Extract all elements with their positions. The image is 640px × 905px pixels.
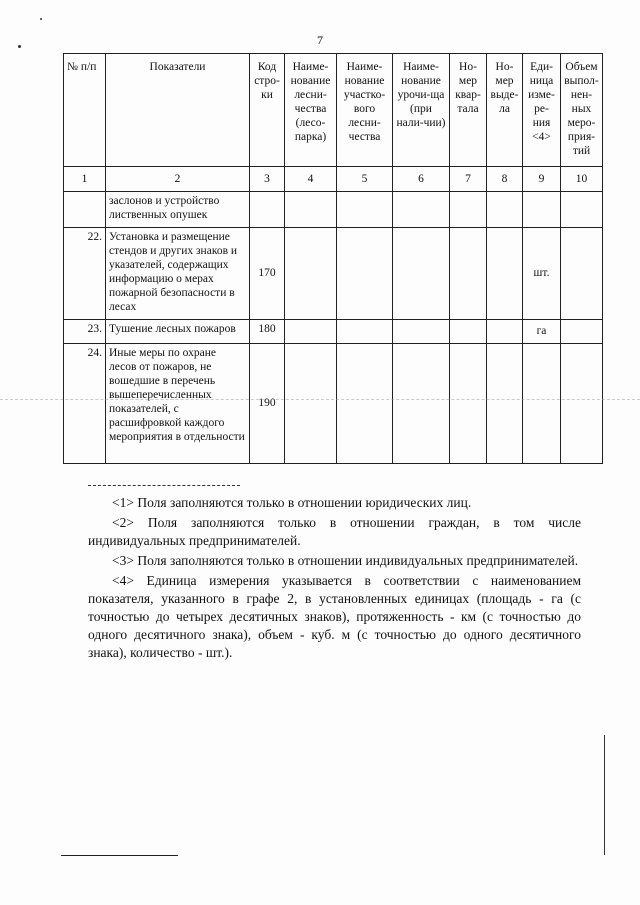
- empty-cell: [450, 320, 487, 344]
- empty-cell: [285, 192, 337, 228]
- row-indicator: Установка и размещение стендов и других знаков и указателей, содержащих информацию о мерах пожарной безопасности в лесах: [106, 228, 250, 320]
- footnote-4: <4> Единица измерения указывается в соответствии с наименованием показателя, указанного в графе 2, в установленных единицах (площадь - га (с точностью до четырех десятичных знаков), протяженность - км (с точностью до одного десятичного знака), объем - куб. м (с точностью до одного десятичного знака), количество - шт.).: [88, 573, 581, 660]
- table-header-row: [64, 54, 603, 167]
- column-number: 5: [337, 167, 393, 192]
- empty-cell: [337, 344, 393, 464]
- empty-cell: [393, 320, 450, 344]
- table-row: [64, 192, 603, 228]
- row-unit: шт.: [523, 228, 561, 320]
- row-code: [250, 192, 285, 228]
- empty-cell: [487, 320, 523, 344]
- table-row: [64, 320, 603, 344]
- empty-cell: [337, 228, 393, 320]
- empty-cell: [450, 192, 487, 228]
- footnotes: [88, 494, 581, 664]
- column-number: 9: [523, 167, 561, 192]
- footnote-1: <1> Поля заполняются только в отношении юридических лиц.: [112, 495, 472, 510]
- empty-cell: [337, 320, 393, 344]
- empty-cell: [285, 344, 337, 464]
- row-indicator: Тушение лесных пожаров: [106, 320, 250, 344]
- header-cell: Код стро-ки: [250, 54, 285, 167]
- scan-speck: [18, 45, 21, 48]
- column-number: 8: [487, 167, 523, 192]
- table-row: [64, 228, 603, 320]
- scan-margin-line: [604, 735, 605, 855]
- empty-cell: [487, 228, 523, 320]
- column-number: 1: [64, 167, 106, 192]
- bottom-rule: [61, 855, 178, 856]
- footnote-3: <3> Поля заполняются только в отношении индивидуальных предпринимателей.: [112, 553, 579, 568]
- header-cell: Еди-ница изме-ре-ния <4>: [523, 54, 561, 167]
- empty-cell: [450, 344, 487, 464]
- row-number: 23.: [64, 320, 106, 344]
- empty-cell: [487, 192, 523, 228]
- empty-cell: [561, 192, 603, 228]
- scan-speck: [40, 18, 42, 20]
- empty-cell: [285, 228, 337, 320]
- column-number: 7: [450, 167, 487, 192]
- column-number: 6: [393, 167, 450, 192]
- empty-cell: [561, 320, 603, 344]
- empty-cell: [393, 344, 450, 464]
- row-unit: [523, 192, 561, 228]
- header-cell: № п/п: [64, 54, 106, 167]
- header-cell: Наиме-нование лесни-чества (лесо-парка): [285, 54, 337, 167]
- header-cell: Объем выпол-нен-ных меро-прия-тий: [561, 54, 603, 167]
- header-cell: Но-мер выде-ла: [487, 54, 523, 167]
- row-number: 24.: [64, 344, 106, 464]
- row-code: 190: [250, 344, 285, 464]
- empty-cell: [393, 228, 450, 320]
- table-row: [64, 344, 603, 464]
- page-number: 7: [317, 33, 323, 47]
- column-number-row: [64, 167, 603, 192]
- header-cell: Наиме-нование участко-вого лесни-чества: [337, 54, 393, 167]
- scan-artifact-line: [0, 399, 640, 400]
- row-unit: [523, 344, 561, 464]
- empty-cell: [561, 344, 603, 464]
- header-cell: Показатели: [106, 54, 250, 167]
- footnote-separator: [88, 485, 240, 486]
- empty-cell: [450, 228, 487, 320]
- column-number: 10: [561, 167, 603, 192]
- row-code: 180: [250, 320, 285, 344]
- row-unit: га: [523, 320, 561, 344]
- row-number: 22.: [64, 228, 106, 320]
- empty-cell: [561, 228, 603, 320]
- empty-cell: [487, 344, 523, 464]
- measures-table: [63, 53, 603, 464]
- column-number: 4: [285, 167, 337, 192]
- footnote-2: <2> Поля заполняются только в отношении граждан, в том числе индивидуальных предпринимателей.: [88, 515, 581, 548]
- row-code: 170: [250, 228, 285, 320]
- column-number: 3: [250, 167, 285, 192]
- empty-cell: [393, 192, 450, 228]
- row-indicator: Иные меры по охране лесов от пожаров, не вошедшие в перечень вышеперечисленных показателей, с расшифровкой каждого мероприятия в отдельности: [106, 344, 250, 464]
- empty-cell: [337, 192, 393, 228]
- row-indicator: заслонов и устройство лиственных опушек: [106, 192, 250, 228]
- column-number: 2: [106, 167, 250, 192]
- header-cell: Но-мер квар-тала: [450, 54, 487, 167]
- row-number: [64, 192, 106, 228]
- header-cell: Наиме-нование урочи-ща (при нали-чии): [393, 54, 450, 167]
- empty-cell: [285, 320, 337, 344]
